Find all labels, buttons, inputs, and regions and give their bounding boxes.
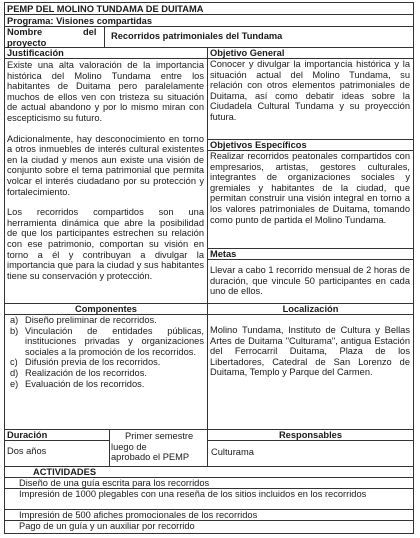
- actividad-row: Impresión de 1000 plegables con una reseña de los sitios incluidos en los recorridos: [5, 489, 413, 510]
- project-name-label: [7, 27, 103, 48]
- inicio-line-3: aprobado el PEMP: [111, 452, 190, 463]
- responsables-heading: Responsables: [278, 430, 343, 440]
- metas-heading: Metas: [208, 249, 413, 260]
- divider: [104, 27, 105, 47]
- localizacion-heading: Localización: [282, 304, 339, 314]
- justificacion-paragraph-1: Existe una alta valoración de la importancia histórica del Molino Tundama entre los habitantes de Duitama pero paralelamente muchos de ellos ven con tristeza su situación de actual abandono y por lo mismo miran con escepticismo su futuro.: [7, 60, 204, 123]
- label-nombre: Nombre: [7, 27, 43, 37]
- column-divider: [207, 48, 208, 303]
- project-name-row: [5, 27, 413, 48]
- componente-text: Vinculación de entidades públicas, instituciones privadas y organizaciones sociales a la promoción de los recorridos.: [25, 325, 204, 357]
- program-row: [5, 15, 413, 27]
- column-divider: [207, 429, 208, 466]
- componente-letter: e): [10, 378, 19, 389]
- componentes-list: [7, 315, 204, 389]
- justificacion-paragraph-3: Los recorridos compartidos son una herramienta dinámica que abre la posibilidad de que los participantes estrechen su relación con ese patrimonio, comportan su visión en torno a él y contribuyan a divulgar la importancia que para la ciudad y sus habitantes tiene su conservación y protección.: [7, 207, 204, 281]
- label-del: del: [83, 27, 97, 37]
- componente-item: [7, 326, 204, 358]
- actividad-row: Pago de un guía y un auxiliar por recorrido: [19, 521, 195, 531]
- componente-item: [7, 357, 204, 368]
- justificacion-heading: Justificación: [5, 48, 207, 59]
- objetivos-especificos-heading: Objetivos Específicos: [208, 140, 413, 151]
- componente-item: [7, 315, 204, 326]
- actividad-row: Diseño de una guía escrita para los recorridos: [5, 478, 413, 489]
- document-title: [5, 3, 413, 15]
- responsables-value: Culturama: [211, 447, 254, 457]
- duracion-heading: Duración: [7, 430, 48, 440]
- title-text: PEMP DEL MOLINO TUNDAMA DE DUITAMA: [7, 4, 204, 14]
- localizacion-text: Molino Tundama, Instituto de Cultura y Bellas Artes de Duitama "Culturama", antigua Estación del Ferrocarril Duitama, Plaza de los Libertadores, Catedral de San Lorenzo de Duitama, Templo y Parque del Carmen.: [210, 325, 410, 378]
- metas-text: Llevar a cabo 1 recorrido mensual de 2 horas de duración, que vincule 50 participantes en cada uno de ellos.: [210, 265, 411, 297]
- column-divider: [109, 429, 110, 466]
- componentes-heading: Componentes: [75, 304, 137, 314]
- actividades-heading: ACTIVIDADES: [5, 467, 413, 478]
- componente-text: Difusión previa de los recorridos.: [25, 357, 161, 368]
- objetivo-general-heading: Objetivo General: [208, 48, 413, 59]
- divider: [207, 440, 413, 441]
- componente-item: [7, 368, 204, 379]
- inicio-line-1: Primer semestre: [125, 431, 194, 441]
- program-text: Programa: Visiones compartidas: [7, 16, 153, 26]
- componente-letter: a): [10, 315, 19, 325]
- inicio-line-2: luego de: [111, 441, 147, 452]
- justificacion-body: [7, 60, 204, 281]
- componente-text: Diseño preliminar de recorridos.: [25, 315, 157, 325]
- componente-item: [7, 379, 204, 390]
- project-name-value: Recorridos patrimoniales del Tundama: [111, 31, 283, 41]
- duracion-inicio: [111, 431, 206, 463]
- objetivos-especificos-text: Realizar recorridos peatonales compartidos con empresarios, artistas, gestores culturales, integrantes de organizaciones sociales y gremiales y habitantes de la ciudad, que permitan construir una visión integral en torno a los valores patrimoniales de Duitama, tomando como punto de partida el Molino Tundama.: [210, 151, 410, 225]
- componente-letter: c): [10, 357, 18, 368]
- divider: [5, 440, 109, 441]
- componente-letter: b): [10, 325, 19, 336]
- project-sheet: [4, 2, 414, 534]
- componente-letter: d): [10, 367, 19, 378]
- column-divider: [207, 303, 208, 429]
- componente-text: Realización de los recorridos.: [25, 367, 147, 378]
- duracion-value: Dos años: [7, 446, 47, 456]
- label-proyecto: proyecto: [7, 37, 47, 48]
- justificacion-paragraph-2: Adicionalmente, hay desconocimiento en torno a otros inmuebles de interés cultural existentes en la ciudad y menos aun existe una visión de conjunto sobre el tema patrimonial que permita volcar el interés ciudadano por su protección y fortalecimiento.: [7, 133, 204, 197]
- componente-text: Evaluación de los recorridos.: [25, 378, 145, 389]
- actividad-row: Impresión de 500 afiches promocionales de los recorridos: [5, 510, 413, 521]
- objetivo-general-text: Conocer y divulgar la importancia histórica y la situación actual del Molino Tundama, su relación con otros elementos patrimoniales de Duitama, así como debatir ideas sobre la Ciudadela Cultural Tundama y su proyección futura.: [210, 59, 410, 122]
